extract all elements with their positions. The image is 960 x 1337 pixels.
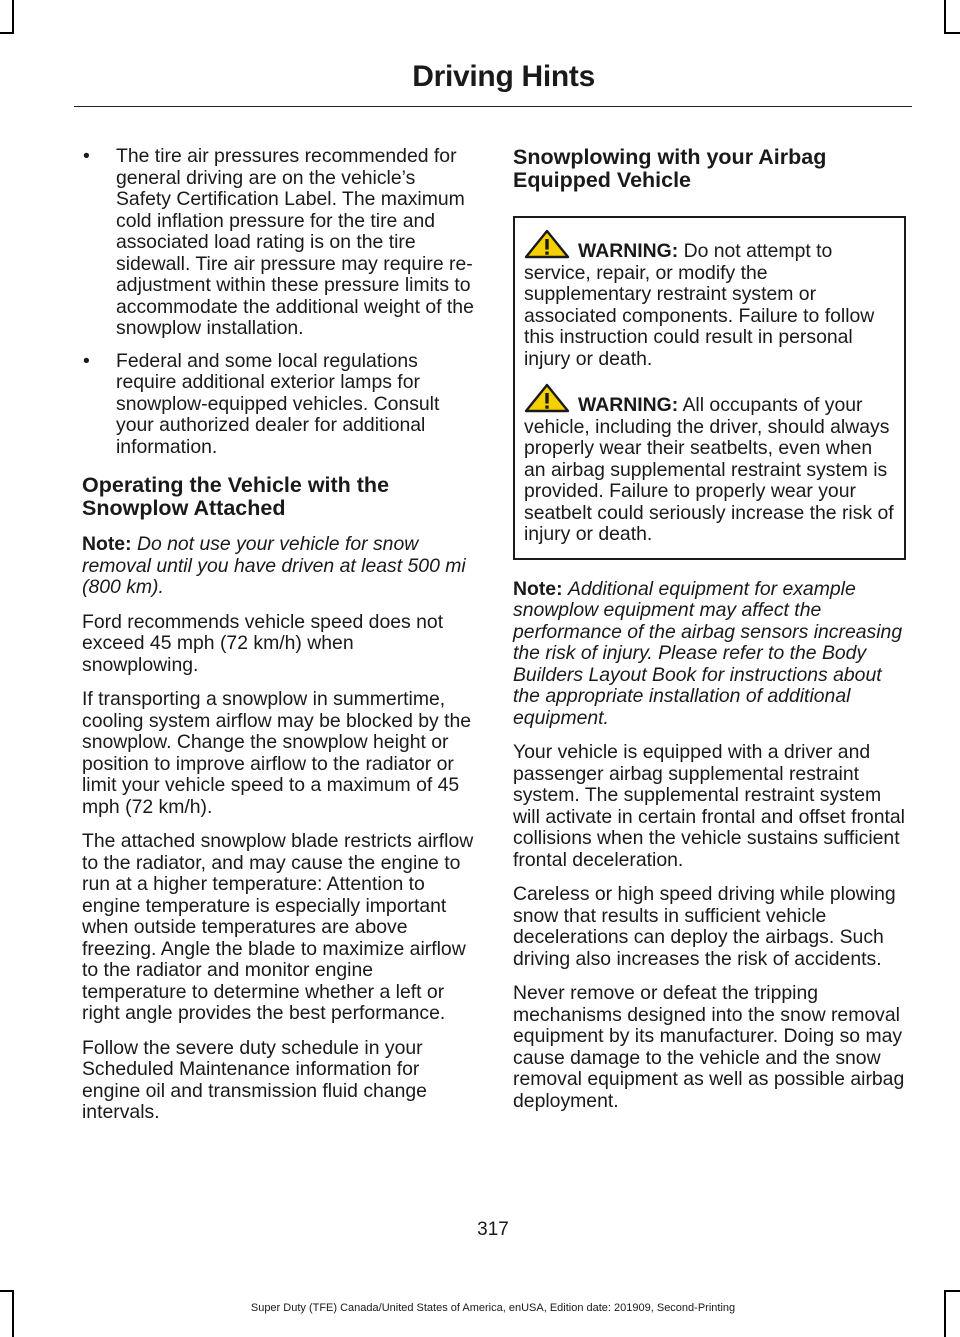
note-label: Note:: [513, 577, 563, 600]
warning-label: WARNING:: [578, 394, 679, 416]
paragraph: Ford recommends vehicle speed does not exceed 45 mph (72 km/h) when snowplowing.: [82, 610, 444, 676]
paragraph: Never remove or defeat the tripping mechanisms designed into the snow removal equipment by its manufacturer. Doing so may cause damage to the vehicle and the snow removal equipment as well as possible airbag deployment.: [513, 982, 905, 1112]
left-column: [82, 146, 475, 1137]
paragraph: If transporting a snowplow in summertime, cooling system airflow may be blocked by the snowplow. Change the snowplow height or position to improve airflow to the radiator or limit your vehicle speed to a maximum of 45 mph (72 km/h).: [82, 688, 472, 818]
crop-mark-top-right-vertical: [944, 0, 946, 34]
bullet-marker: •: [83, 349, 90, 372]
list-item: [82, 146, 475, 340]
bullet-text: Federal and some local regulations require additional exterior lamps for snowplow-equipped vehicles. Consult your authorized dealer for additional information.: [116, 349, 440, 458]
bullet-marker: •: [83, 145, 90, 167]
paragraph: Your vehicle is equipped with a driver and passenger airbag supplemental restraint system. The supplemental restraint system will activate in certain frontal and offset frontal collisions when the vehicle sustains sufficient frontal deceleration.: [513, 741, 905, 871]
header-divider: [74, 106, 912, 107]
footer-edition: Super Duty (TFE) Canada/United States of America, enUSA, Edition date: 201909, Second-Printing: [250, 1302, 736, 1314]
crop-mark-top-left-vertical: [12, 0, 14, 34]
crop-mark-top-right-horizontal: [944, 32, 960, 34]
crop-mark-bottom-right-horizontal: [944, 1290, 960, 1292]
warning-triangle-icon: [524, 229, 576, 259]
warning: [524, 383, 894, 546]
crop-mark-bottom-left-horizontal: [0, 1290, 14, 1292]
paragraph: Careless or high speed driving while plowing snow that results in sufficient vehicle decelerations can deploy the airbags. Such driving also increases the risk of accidents.: [513, 883, 896, 970]
warning-text: Do not attempt to service, repair, or modify the supplementary restraint system or associated components. Failure to follow this instruction could result in personal injury or death.: [524, 240, 875, 370]
page-title: Driving Hints: [412, 60, 595, 93]
warning-box: [513, 216, 906, 560]
warning: [524, 229, 894, 370]
section-heading-airbag: Snowplowing with your Airbag Equipped Vehicle: [513, 145, 827, 192]
right-column: [513, 146, 906, 1125]
note-text: Additional equipment for example snowplow equipment may affect the performance of the airbag sensors increasing the risk of injury. Please refer to the Body Builders Layout Book for instructions about the appropriate installation of additional equipment.: [513, 577, 903, 729]
bullet-list: [82, 146, 475, 458]
section-heading-snowplow-attached: Operating the Vehicle with the Snowplow Attached: [82, 473, 390, 520]
bullet-text: The tire air pressures recommended for general driving are on the vehicle’s Safety Certification Label. The maximum cold inflation pressure for the tire and associated load rating is on the tire sidewall. Tire air pressure may require re-adjustment within these pressure limits to accommodate the additional weight of the snowplow installation.: [116, 145, 474, 339]
note: [513, 579, 906, 730]
crop-mark-top-left-horizontal: [0, 32, 14, 34]
paragraph: Follow the severe duty schedule in your Scheduled Maintenance information for engine oil and transmission fluid change intervals.: [82, 1036, 427, 1123]
note-text: Do not use your vehicle for snow removal until you have driven at least 500 mi (800 km).: [82, 533, 466, 598]
paragraph: The attached snowplow blade restricts airflow to the radiator, and may cause the engine to run at a higher temperature: Attention to engine temperature is especially important when outside temperatures are above freezing. Angle the blade to maximize airflow to the radiator and monitor engine temperature to determine whether a left or right angle provides the best performance.: [82, 830, 474, 1024]
warning-text: All occupants of your vehicle, including the driver, should always properly wear their seatbelts, even when an airbag supplemental restraint system is provided. Failure to properly wear your seatbelt could seriously increase the risk of injury or death.: [524, 394, 894, 545]
warning-label: WARNING:: [578, 240, 679, 262]
warning-triangle-icon: [524, 383, 576, 413]
list-item: [82, 351, 475, 459]
note-label: Note:: [82, 533, 132, 555]
note: [82, 534, 475, 599]
page-number: 317: [477, 1219, 509, 1240]
